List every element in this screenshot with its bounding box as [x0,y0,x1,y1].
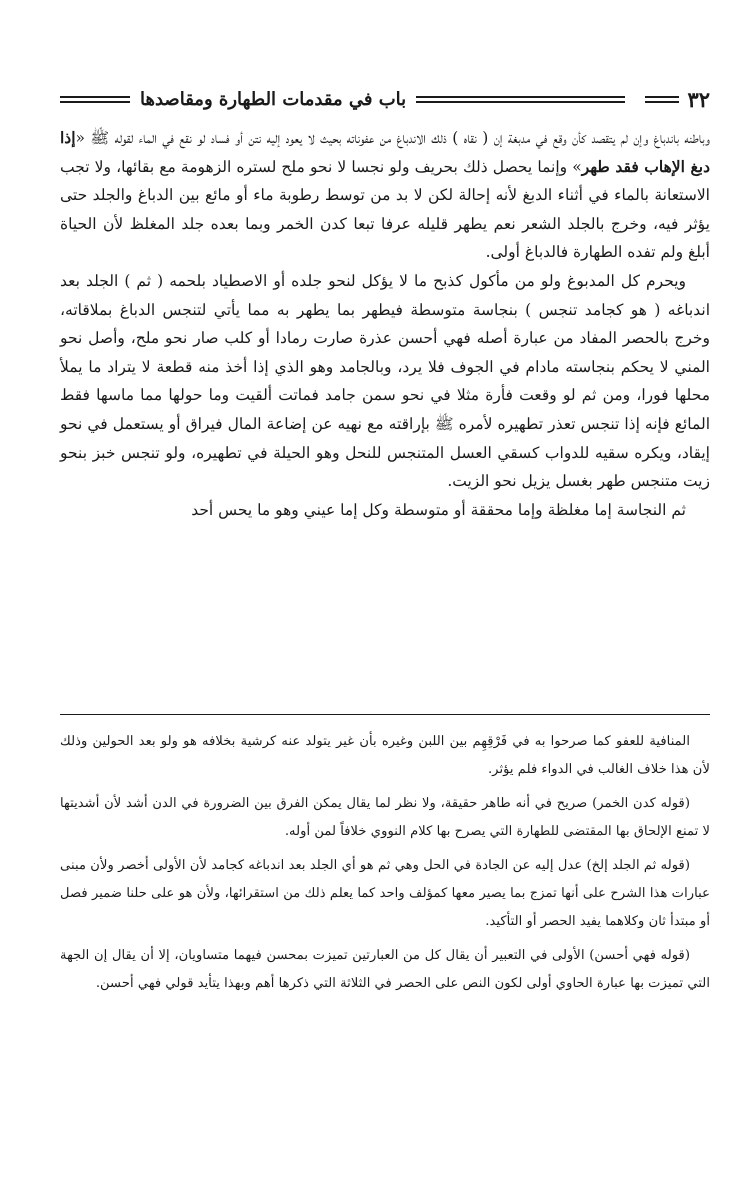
footnote: (قوله كدن الخمر) صريح في أنه طاهر حقيقة، ولا نظر لما يقال يمكن الفرق بين الضرورة في الدن أشد لأن أشديتها لا تمنع الإلحاق بها المقتضى للطهارة التي يصرح بها كلام النووي خلافاً لمن أوله. [60,796,710,839]
main-paragraph: ويحرم كل المدبوغ ولو من مأكول كذبح ما لا يؤكل لنحو جلده أو الاصطياد بلحمه ( ثم ) الجلد بعد اندباغه ( هو كجامد تنجس ) بنجاسة متوسطة فيطهر بما يطهر به مما يأتي لتنجس الدباغ بملاقاته، وخرج بالحصر المفاد من عبارة أصله فهي أحسن عذرة صارت رمادا أو كلب صار نحو ملح، وأصل نحو المني لا يحكم بنجاسته مادام في الجوف فلا يرد، وبالجامد وهو الذي إذا أخذ منه قطعة لا يتراد ما يملأ محلها فورا، ومن ثم لو وقعت فأرة مثلا في نحو سمن جامد فماتت ألقيت وما حولها مما ماسها فقط المائع فإنه إذا تنجس تعذر تطهيره لأمره ﷺ بإراقته مع نهيه عن إضاعة المال فيراق أو يستعمل في نحو إيقاد، ويكره سقيه للدواب كسقي العسل المتنجس للنحل وهو الحيلة في تطهيره، ولو تنجس خبز بنحو زيت متنجس طهر بغسل يزيل نحو الزيت. [60,271,710,491]
header-rule-decoration [60,96,130,103]
footnote: المنافية للعفو كما صرحوا به في فَرْقِهِم بين اللبن وغيره بأن غير يتولد عنه كرشية بخلافه هو ولو بعد الحولين وذلك لأن هذا خلاف الغالب في الدواء فلم يؤثر. [60,734,710,777]
paragraph-text: وباطنه باندباغ وإن لم يتقصد كأن وقع في مدبغة إن ( نقاه ) ذلك الاندباغ من عفوناته بحيث لا يعود إليه نتن أو فساد لو نقع في الماء لقوله ﷺ « [75,129,710,147]
page-header [60,82,710,116]
footnote: (قوله فهي أحسن) الأولى في التعبير أن يقال كل من العبارتين تميزت بمحسن فيهما متساويان، إلا أن يقال إن الجهة التي تميزت بها عبارة الحاوي أولى لكون النص على الحصر في الثلاثة التي ذكرها أهم وبهذا يتأيد قولي فهي أحسن. [60,948,710,991]
footnote-divider [60,714,710,715]
header-rule-decoration [416,96,625,103]
main-paragraph [60,124,710,267]
footnote: (قوله ثم الجلد إلخ) عدل إليه عن الجادة في الحل وهي ثم هو أي الجلد بعد اندباغه كجامد لأن الأولى أخصر ولأن مبنى عبارات هذا الشرح على أنها تمزج بما يصير معها كمؤلف واحد كما يعلم ذلك من استقرائها، ولأن هو على حلنا ضمير فصل أو مبتدأ ثان وكلاهما يفيد الحصر أو التأكيد. [60,858,710,929]
page-number: ٣٢ [687,86,710,112]
main-text [60,124,710,524]
footnotes [60,728,710,1004]
header-rule-decoration [645,96,679,103]
main-paragraph: ثم النجاسة إما مغلظة وإما محققة أو متوسطة وكل إما عيني وهو ما يحس أحد [191,500,686,519]
paragraph-text: » وإنما يحصل ذلك بحريف ولو نجسا لا نحو ملح لستره الزهومة مع بقائها، ولا تجب الاستعانة بالماء في أثناء الدبغ لأنه إحالة لكن لا بد من توسط رطوبة ماء أو مائع بين الدباغ والجلد حتى يؤثر فيه، وخرج بالجلد الشعر نعم يطهر قليله عرفا تبعا كدن الخمر وبما بعده جلد المغلظ لأن الحياة أبلغ ولم تفده الطهارة فالدباغ أولى. [60,157,710,262]
hadith-quote: إذا دبغ الإهاب فقد طهر [60,128,710,176]
chapter-title: باب في مقدمات الطهارة ومقاصدها [140,88,407,110]
